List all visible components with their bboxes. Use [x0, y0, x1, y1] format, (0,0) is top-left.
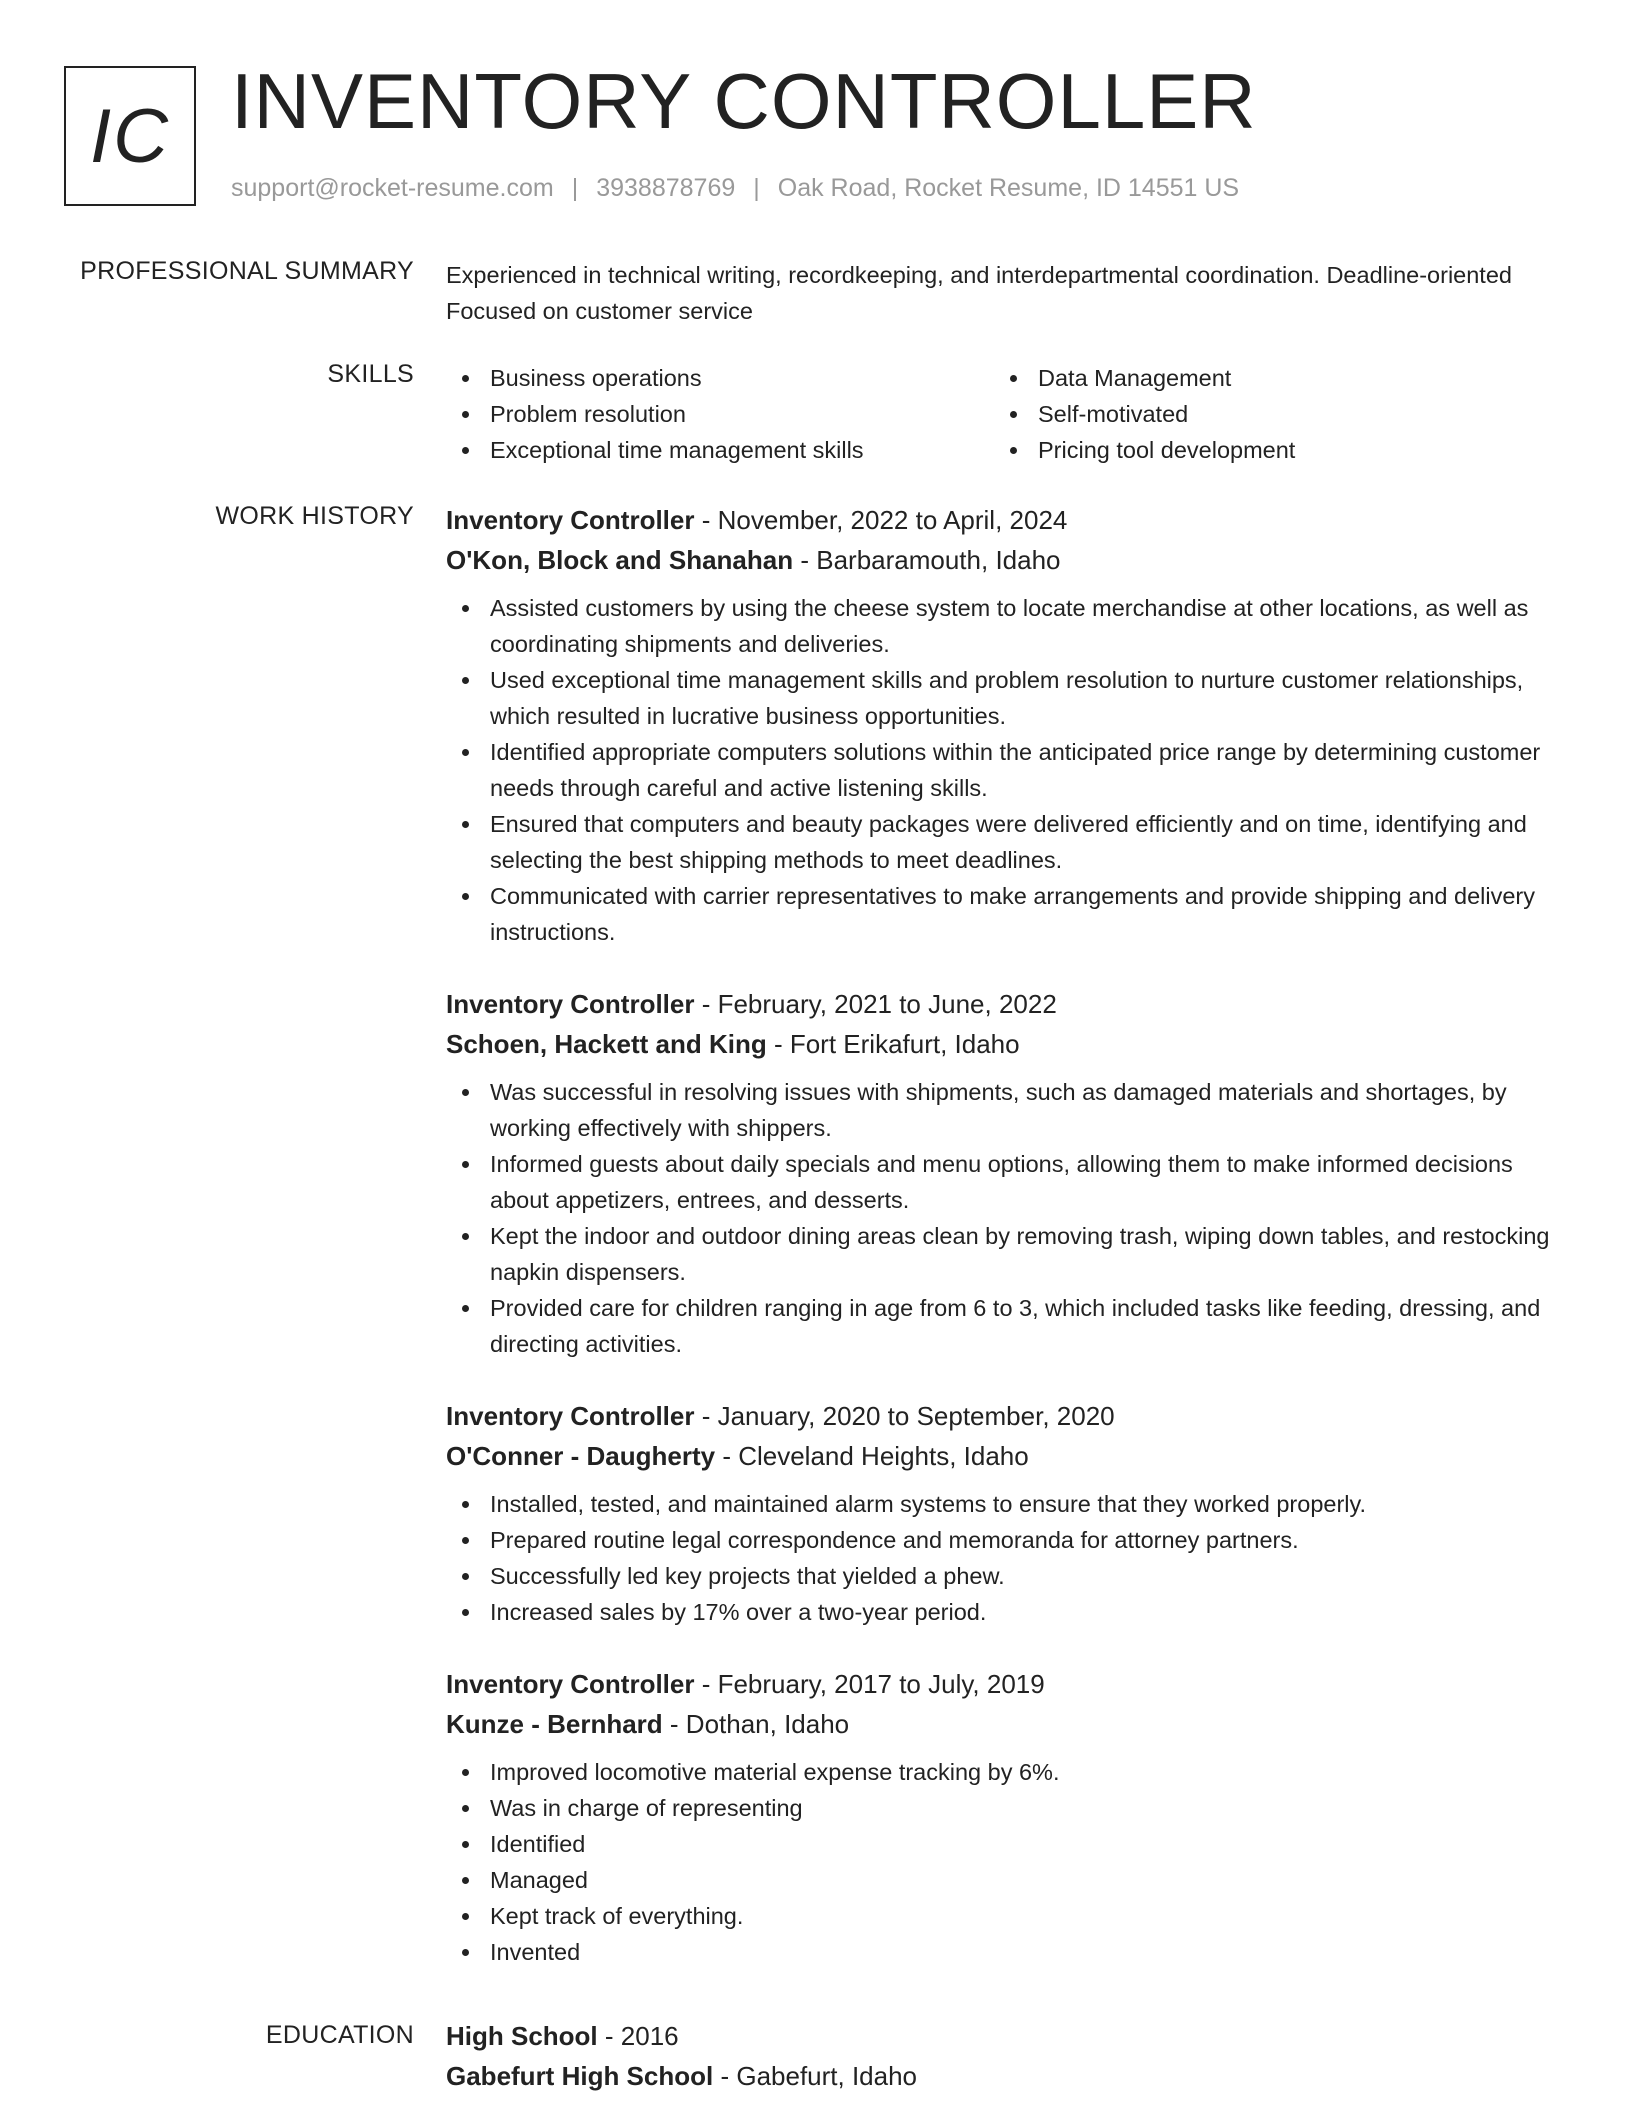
- job-title: Inventory Controller: [446, 1669, 695, 1699]
- education-school-line: [446, 2056, 1561, 2096]
- section-label-work-history: WORK HISTORY: [215, 502, 414, 530]
- education-section: [446, 2016, 1561, 2106]
- education-year: - 2016: [597, 2021, 679, 2051]
- job-title-line: [446, 984, 1561, 1024]
- section-label-skills: SKILLS: [327, 360, 414, 388]
- contact-phone[interactable]: 3938878769: [596, 174, 736, 202]
- job-bullets: [446, 1754, 1561, 1970]
- job-bullets: [446, 1486, 1561, 1630]
- job-bullet: Was successful in resolving issues with shipments, such as damaged materials and shortages, by working effectively with shippers.: [446, 1074, 1561, 1146]
- section-label-summary: PROFESSIONAL SUMMARY: [80, 257, 414, 285]
- education-school: Gabefurt High School: [446, 2061, 714, 2091]
- job-bullets: [446, 590, 1561, 950]
- monogram-initials: IC: [90, 93, 170, 179]
- job-title-line: [446, 1396, 1561, 1436]
- job-company-line: [446, 1024, 1561, 1064]
- job-company-line: [446, 1704, 1561, 1744]
- contact-separator: |: [753, 174, 760, 202]
- skills-list-left: [446, 360, 994, 468]
- resume-name: INVENTORY CONTROLLER: [231, 57, 1257, 145]
- job-title: Inventory Controller: [446, 1401, 695, 1431]
- contact-address: Oak Road, Rocket Resume, ID 14551 US: [777, 174, 1240, 202]
- job-location: - Fort Erikafurt, Idaho: [766, 1029, 1020, 1059]
- monogram-badge: [64, 66, 196, 206]
- job-title: Inventory Controller: [446, 989, 695, 1019]
- job-bullet: Invented: [446, 1934, 1561, 1970]
- work-history-section: [446, 500, 1561, 2004]
- job-bullet: Communicated with carrier representatives to make arrangements and provide shipping and delivery instructions.: [446, 878, 1561, 950]
- skill-item: Pricing tool development: [994, 432, 1542, 468]
- job-bullet: Prepared routine legal correspondence and memoranda for attorney partners.: [446, 1522, 1561, 1558]
- job-bullets: [446, 1074, 1561, 1362]
- job-entry: [446, 1664, 1561, 1970]
- job-title-line: [446, 500, 1561, 540]
- job-bullet: Kept track of everything.: [446, 1898, 1561, 1934]
- skill-item: Business operations: [446, 360, 994, 396]
- job-bullet: Identified: [446, 1826, 1561, 1862]
- job-bullet: Identified appropriate computers solutions within the anticipated price range by determining customer needs through careful and active listening skills.: [446, 734, 1561, 806]
- job-dates: - January, 2020 to September, 2020: [694, 1401, 1115, 1431]
- skill-item: Problem resolution: [446, 396, 994, 432]
- education-degree-line: [446, 2016, 1561, 2056]
- section-label-education: EDUCATION: [265, 2021, 414, 2049]
- job-bullet: Provided care for children ranging in age from 6 to 3, which included tasks like feeding, dressing, and directing activities.: [446, 1290, 1561, 1362]
- job-bullet: Improved locomotive material expense tracking by 6%.: [446, 1754, 1561, 1790]
- job-entry: [446, 984, 1561, 1362]
- job-company-line: [446, 540, 1561, 580]
- job-location: - Cleveland Heights, Idaho: [715, 1441, 1029, 1471]
- skill-item: Self-motivated: [994, 396, 1542, 432]
- job-location: - Dothan, Idaho: [662, 1709, 850, 1739]
- job-bullet: Used exceptional time management skills and problem resolution to nurture customer relationships, which resulted in lucrative business opportunities.: [446, 662, 1561, 734]
- job-company: O'Kon, Block and Shanahan: [446, 545, 794, 575]
- job-bullet: Assisted customers by using the cheese system to locate merchandise at other locations, as well as coordinating shipments and deliveries.: [446, 590, 1561, 662]
- skills-list-right: [994, 360, 1542, 468]
- job-title: Inventory Controller: [446, 505, 695, 535]
- education-location: - Gabefurt, Idaho: [713, 2061, 918, 2091]
- job-company: O'Conner - Daugherty: [446, 1441, 716, 1471]
- job-bullet: Increased sales by 17% over a two-year period.: [446, 1594, 1561, 1630]
- job-dates: - February, 2021 to June, 2022: [694, 989, 1057, 1019]
- job-bullet: Informed guests about daily specials and menu options, allowing them to make informed decisions about appetizers, entrees, and desserts.: [446, 1146, 1561, 1218]
- job-entry: [446, 1396, 1561, 1630]
- skills-section: [446, 360, 1561, 468]
- job-dates: - November, 2022 to April, 2024: [694, 505, 1068, 535]
- contact-email[interactable]: support@rocket-resume.com: [231, 174, 554, 202]
- contact-line: [231, 174, 1239, 203]
- job-company-line: [446, 1436, 1561, 1476]
- job-location: - Barbaramouth, Idaho: [793, 545, 1061, 575]
- skill-item: Data Management: [994, 360, 1542, 396]
- job-bullet: Successfully led key projects that yielded a phew.: [446, 1558, 1561, 1594]
- job-bullet: Was in charge of representing: [446, 1790, 1561, 1826]
- job-bullet: Managed: [446, 1862, 1561, 1898]
- education-degree: High School: [446, 2021, 598, 2051]
- summary-text: Experienced in technical writing, recordkeeping, and interdepartmental coordination. Deadline-oriented Focused on customer service: [446, 262, 1512, 324]
- contact-separator: |: [571, 174, 579, 202]
- job-dates: - February, 2017 to July, 2019: [694, 1669, 1045, 1699]
- summary-section: [446, 257, 1561, 329]
- job-bullet: Kept the indoor and outdoor dining areas clean by removing trash, wiping down tables, and restocking napkin dispensers.: [446, 1218, 1561, 1290]
- skills-grid: [446, 360, 1561, 468]
- job-title-line: [446, 1664, 1561, 1704]
- job-company: Kunze - Bernhard: [446, 1709, 663, 1739]
- job-bullet: Ensured that computers and beauty packages were delivered efficiently and on time, identifying and selecting the best shipping methods to meet deadlines.: [446, 806, 1561, 878]
- skill-item: Exceptional time management skills: [446, 432, 994, 468]
- job-company: Schoen, Hackett and King: [446, 1029, 767, 1059]
- job-entry: [446, 500, 1561, 950]
- job-bullet: Installed, tested, and maintained alarm systems to ensure that they worked properly.: [446, 1486, 1561, 1522]
